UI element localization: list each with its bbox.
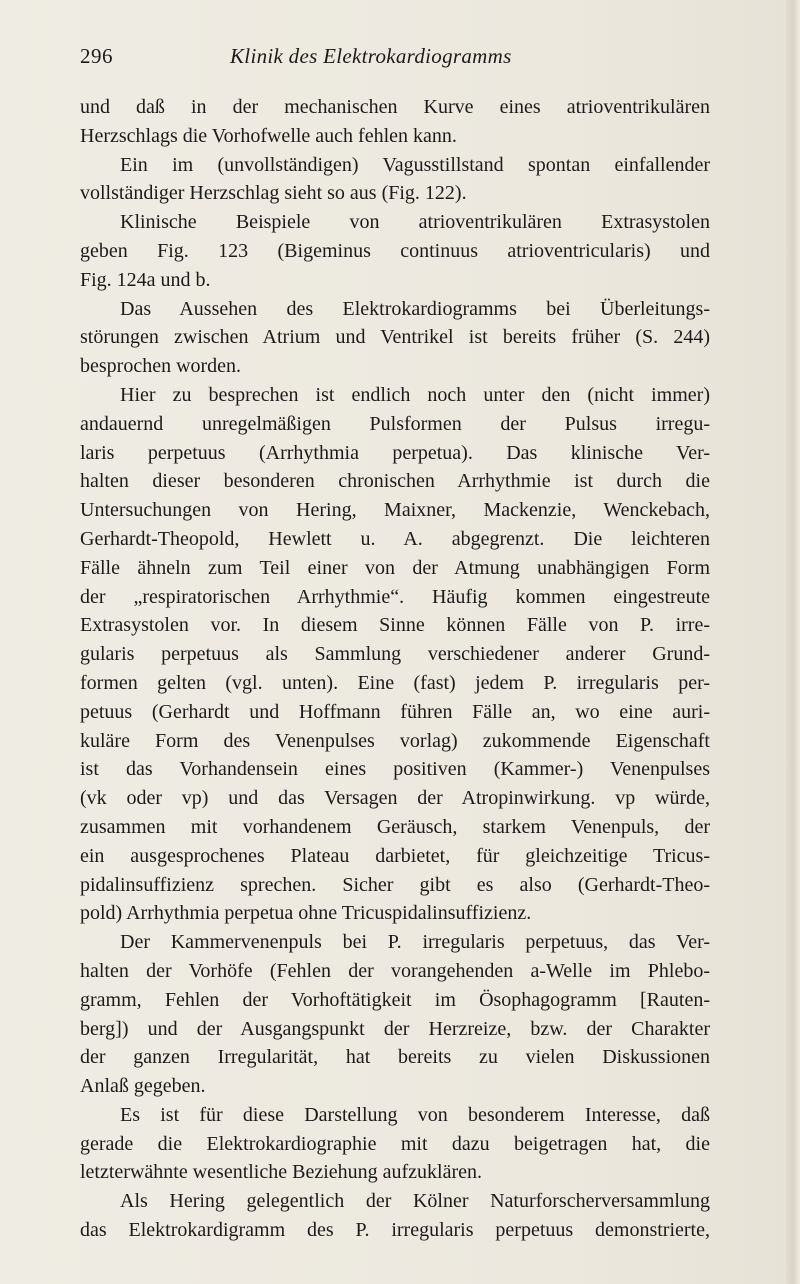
text-line: Das Aussehen des Elektrokardiogramms bei Überleitungs- bbox=[120, 297, 710, 320]
page-edge bbox=[786, 0, 800, 1284]
text-line: ein ausgesprochenes Plateau darbietet, für gleichzeitige Tricus- bbox=[80, 844, 710, 867]
text-line: Es ist für diese Darstellung von besonderem Interesse, daß bbox=[120, 1103, 710, 1126]
text-line: andauernd unregelmäßigen Pulsformen der Pulsus irregu- bbox=[80, 412, 710, 435]
text-line: berg]) und der Ausgangspunkt der Herzreize, bzw. der Charakter bbox=[80, 1017, 710, 1040]
text-line: petuus (Gerhardt und Hoffmann führen Fälle an, wo eine auri- bbox=[80, 700, 710, 723]
text-line: gularis perpetuus als Sammlung verschiedener anderer Grund- bbox=[80, 643, 710, 666]
text-line: laris perpetuus (Arrhythmia perpetua). Das klinische Ver- bbox=[80, 441, 710, 464]
text-line: (vk oder vp) und das Versagen der Atropinwirkung. vp würde, bbox=[80, 787, 710, 810]
text-line: und daß in der mechanischen Kurve eines atrioventrikulären bbox=[80, 96, 710, 118]
text-line: Fig. 124a und b. bbox=[80, 268, 211, 291]
running-title: Klinik des Elektrokardiogramms bbox=[230, 44, 512, 68]
text-line: gerade die Elektrokardiographie mit dazu beigetragen hat, die bbox=[80, 1132, 710, 1155]
text-line: besprochen worden. bbox=[80, 355, 242, 378]
text-line: kuläre Form des Venenpulses vorlag) zukommende Eigenschaft bbox=[80, 729, 710, 752]
text-line: pidalinsuffizienz sprechen. Sicher gibt es also (Gerhardt-Theo- bbox=[80, 873, 710, 896]
text-line: Als Hering gelegentlich der Kölner Naturforscherversammlung bbox=[120, 1190, 710, 1213]
page-header bbox=[80, 44, 720, 74]
page-number: 296 bbox=[80, 44, 113, 68]
text-line: der „respiratorischen Arrhythmie“. Häufig kommen eingestreute bbox=[80, 585, 710, 608]
text-line: letzterwähnte wesentliche Beziehung aufzuklären. bbox=[80, 1161, 483, 1184]
text-line: Klinische Beispiele von atrioventrikulären Extrasystolen bbox=[120, 211, 710, 234]
text-line: pold) Arrhythmia perpetua ohne Tricuspidalinsuffizienz. bbox=[80, 902, 532, 925]
text-line: Untersuchungen von Hering, Maixner, Mackenzie, Wenckebach, bbox=[80, 499, 710, 522]
text-line: gramm, Fehlen der Vorhoftätigkeit im Ösophagogramm [Rauten- bbox=[80, 988, 710, 1011]
text-line: Extrasystolen vor. In diesem Sinne können Fälle von P. irre- bbox=[80, 614, 710, 637]
text-line: Hier zu besprechen ist endlich noch unter den (nicht immer) bbox=[120, 383, 710, 406]
text-line: ist das Vorhandensein eines positiven (Kammer-) Venenpulses bbox=[80, 758, 710, 781]
text-line: Herzschlags die Vorhofwelle auch fehlen kann. bbox=[80, 124, 457, 147]
text-line: halten der Vorhöfe (Fehlen der vorangehenden a-Welle im Phlebo- bbox=[80, 959, 710, 982]
text-line: vollständiger Herzschlag sieht so aus (Fig. 122). bbox=[80, 182, 467, 205]
text-line: störungen zwischen Atrium und Ventrikel ist bereits früher (S. 244) bbox=[80, 326, 710, 349]
text-line: geben Fig. 123 (Bigeminus continuus atrioventricularis) und bbox=[80, 239, 710, 262]
text-line: das Elektrokardigramm des P. irregularis perpetuus demonstrierte, bbox=[80, 1219, 710, 1242]
text-line: Ein im (unvollständigen) Vagusstillstand spontan einfallender bbox=[120, 153, 710, 176]
text-line: zusammen mit vorhandenem Geräusch, starkem Venenpuls, der bbox=[80, 815, 710, 838]
text-line: Der Kammervenenpuls bei P. irregularis perpetuus, das Ver- bbox=[120, 931, 710, 954]
text-line: formen gelten (vgl. unten). Eine (fast) jedem P. irregularis per- bbox=[80, 671, 710, 694]
text-line: Gerhardt-Theopold, Hewlett u. A. abgegrenzt. Die leichteren bbox=[80, 527, 710, 550]
text-line: Anlaß gegeben. bbox=[80, 1075, 206, 1098]
text-line: der ganzen Irregularität, hat bereits zu vielen Diskussionen bbox=[80, 1046, 710, 1069]
text-line: Fälle ähneln zum Teil einer von der Atmung unabhängigen Form bbox=[80, 556, 710, 579]
text-line: halten dieser besonderen chronischen Arrhythmie ist durch die bbox=[80, 470, 710, 493]
body-text bbox=[80, 93, 710, 1245]
